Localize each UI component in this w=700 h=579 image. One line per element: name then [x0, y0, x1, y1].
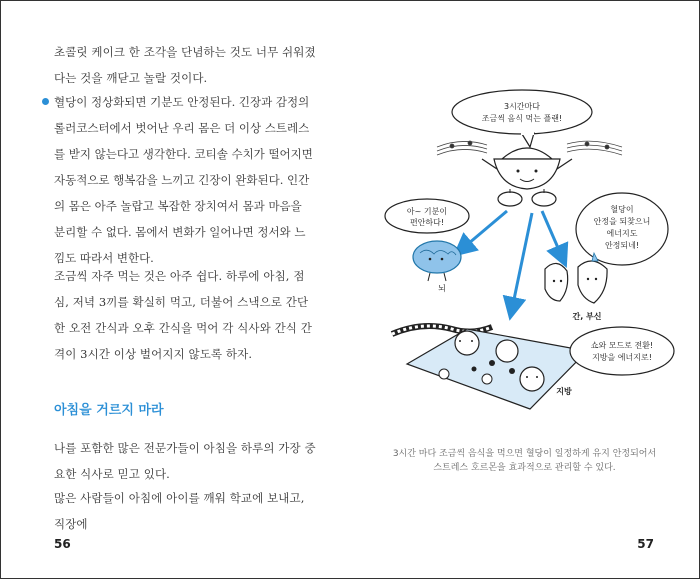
- bullet-blood-sugar: [54, 89, 316, 271]
- speech-bubble-brain: [385, 199, 469, 233]
- bubble-top-line2: 조금씩 음식 먹는 플랜!: [481, 114, 563, 123]
- label-fat: 지방: [556, 387, 572, 396]
- bubble-liver-line3: 에너지도: [606, 229, 638, 238]
- page-number-right: 57: [637, 537, 654, 551]
- speech-bubble-fat: [570, 327, 674, 375]
- paragraph-experts: 나를 포함한 많은 전문가들이 아침을 하루의 가장 중요한 식사로 믿고 있다.: [54, 441, 316, 481]
- bullet-text: 혈당이 정상화되면 기분도 안정된다. 긴장과 감정의 롤러코스터에서 벗어난 우리 몸은 더 이상 스트레스를 받지 않는다고 생각한다. 코티솔 수치가 떨어지면 자동적으로 행복감을 느끼고 긴장이 완화된다. 인간의 몸은 아주 놀랍고 복잡한 장치여서 몸과 마음을 분리할 수 없다. 몸에서 변화가 일어나면 정서와 느낌도 따라서 변한다.: [54, 95, 313, 265]
- caption-line-2: 스트레스 호르몬을 효과적으로 관리할 수 있다.: [433, 463, 616, 473]
- arrow-to-fat: [512, 213, 532, 309]
- rice-bowl-character: [482, 148, 572, 206]
- right-page: [350, 1, 699, 578]
- brain-character: [413, 241, 461, 293]
- music-staff-right: [567, 141, 622, 155]
- paragraph-morning: 많은 사람들이 아침에 아이를 깨워 학교에 보내고, 직장에: [54, 491, 305, 531]
- label-brain: 뇌: [438, 284, 446, 293]
- liver-adrenal-characters: [545, 253, 607, 321]
- section-heading: 아침을 거르지 마라: [54, 403, 164, 418]
- paragraph-chocolate-cake: 초콜릿 케이크 한 조각을 단념하는 것도 너무 쉬워졌다는 것을 깨닫고 놀랄 것이다.: [54, 45, 316, 85]
- bullet-dot-icon: [42, 98, 49, 105]
- bubble-brain-line1: 아~ 기분이: [406, 207, 448, 216]
- music-staff-left: [437, 141, 487, 155]
- fat-cells-tray: [407, 329, 587, 409]
- caption-line-1: 3시간 마다 조금씩 음식을 먹으면 혈당이 일정하게 유지 안정되어서: [392, 449, 657, 459]
- illustration: [382, 89, 682, 434]
- bubble-fat-line1: 쇼와 모드로 전환!: [590, 341, 654, 350]
- bubble-liver-line4: 안정되네!: [604, 241, 640, 250]
- speech-bubble-top: [452, 90, 592, 147]
- label-liver: 간, 부신: [572, 312, 602, 321]
- bubble-liver-line2: 안정을 되찾으니: [593, 217, 651, 226]
- left-page: [1, 1, 350, 578]
- paragraph-eat-often: 조금씩 자주 먹는 것은 아주 쉽다. 하루에 아침, 점심, 저녁 3끼를 확실히 먹고, 더불어 스낵으로 간단한 오전 간식과 오후 간식을 먹어 각 식사와 간식 간격이 3시간 이상 벌어지지 않도록 하자.: [54, 269, 312, 361]
- page-number-left: 56: [54, 537, 71, 551]
- bubble-top-line1: 3시간마다: [503, 102, 541, 111]
- figure-caption: [350, 447, 699, 475]
- bubble-fat-line2: 지방을 에너지로!: [592, 353, 652, 362]
- arrow-to-liver: [542, 211, 562, 257]
- bubble-liver-line1: 혈당이: [610, 205, 634, 214]
- bubble-brain-line2: 편안하다!: [409, 218, 445, 227]
- speech-bubble-liver: [576, 193, 668, 265]
